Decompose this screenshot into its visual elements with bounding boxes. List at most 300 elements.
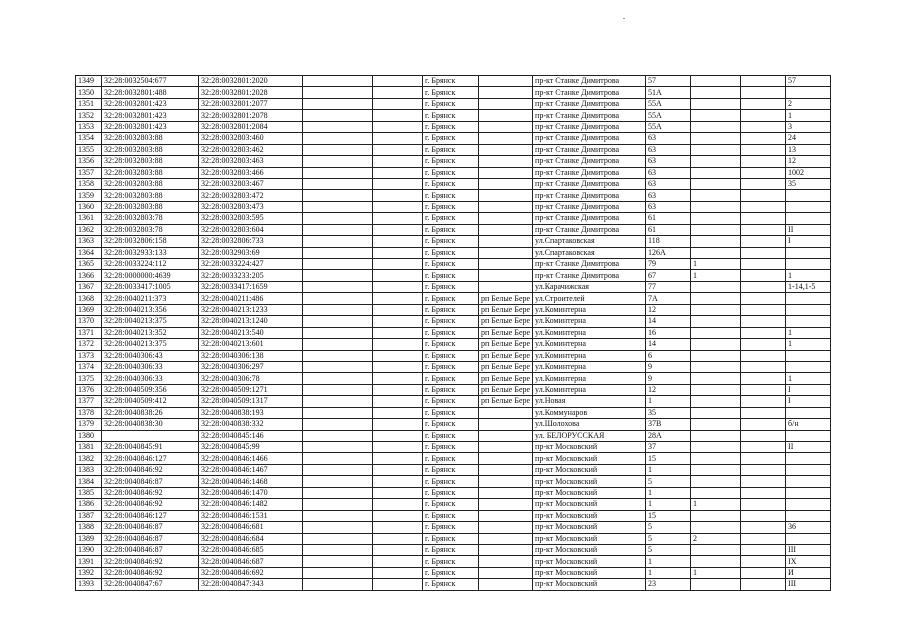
- cadastral-parent-cell: 32:28:0040846:87: [102, 476, 199, 487]
- cadastral-number-cell: 32:28:0032803:462: [199, 144, 303, 155]
- apartment-cell: I: [786, 384, 831, 395]
- apartment-cell: 36: [786, 522, 831, 533]
- cadastral-number-cell: 32:28:0040846:1466: [199, 453, 303, 464]
- street-cell: пр-кт Станке Димитрова: [533, 201, 646, 212]
- cadastral-parent-cell: 32:28:0040846:127: [102, 510, 199, 521]
- street-cell: ул.Коминтерна: [533, 361, 646, 372]
- street-cell: пр-кт Московский: [533, 476, 646, 487]
- settlement-cell: [479, 156, 533, 167]
- apartment-cell: IX: [786, 556, 831, 567]
- blank-cell: [303, 476, 373, 487]
- apartment-cell: [786, 350, 831, 361]
- blank-cell: [741, 510, 786, 521]
- cadastral-number-cell: 32:28:0040845:99: [199, 442, 303, 453]
- blank-cell: [741, 556, 786, 567]
- street-cell: ул.Коминтерна: [533, 384, 646, 395]
- row-number-cell: 1361: [76, 213, 102, 224]
- cadastral-number-cell: 32:28:0032801:2020: [199, 76, 303, 87]
- blank-cell: [373, 396, 423, 407]
- row-number-cell: 1364: [76, 247, 102, 258]
- cadastral-parent-cell: 32:28:0040847:67: [102, 579, 199, 590]
- blank-cell: [373, 110, 423, 121]
- row-number-cell: 1388: [76, 522, 102, 533]
- cadastral-number-cell: 32:28:0040306:78: [199, 373, 303, 384]
- settlement-cell: [479, 567, 533, 578]
- table-body: [76, 76, 831, 591]
- city-cell: г. Брянск: [423, 87, 479, 98]
- cadastral-parent-cell: 32:28:0033224:112: [102, 259, 199, 270]
- settlement-cell: рп Белые Бере: [479, 327, 533, 338]
- settlement-cell: рп Белые Бере: [479, 350, 533, 361]
- cadastral-parent-cell: 32:28:0040846:92: [102, 464, 199, 475]
- building-cell: [691, 407, 741, 418]
- building-cell: 1: [691, 567, 741, 578]
- city-cell: г. Брянск: [423, 304, 479, 315]
- blank-cell: [741, 98, 786, 109]
- city-cell: г. Брянск: [423, 110, 479, 121]
- blank-cell: [303, 259, 373, 270]
- city-cell: г. Брянск: [423, 476, 479, 487]
- cadastral-number-cell: 32:28:0033224:427: [199, 259, 303, 270]
- house-cell: 63: [646, 167, 691, 178]
- blank-cell: [303, 361, 373, 372]
- blank-cell: [303, 533, 373, 544]
- apartment-cell: 1: [786, 339, 831, 350]
- settlement-cell: [479, 133, 533, 144]
- blank-cell: [303, 190, 373, 201]
- blank-cell: [741, 167, 786, 178]
- cadastral-number-cell: 32:28:0040846:684: [199, 533, 303, 544]
- cadastral-number-cell: 32:28:0032803:473: [199, 201, 303, 212]
- settlement-cell: рп Белые Бере: [479, 339, 533, 350]
- apartment-cell: II: [786, 442, 831, 453]
- row-number-cell: 1365: [76, 259, 102, 270]
- blank-cell: [373, 178, 423, 189]
- row-number-cell: 1366: [76, 270, 102, 281]
- blank-cell: [303, 110, 373, 121]
- building-cell: 2: [691, 533, 741, 544]
- apartment-cell: [786, 213, 831, 224]
- street-cell: пр-кт Московский: [533, 453, 646, 464]
- cadastral-number-cell: 32:28:0032801:2078: [199, 110, 303, 121]
- street-cell: ул.Коминтерна: [533, 316, 646, 327]
- settlement-cell: [479, 510, 533, 521]
- blank-cell: [303, 247, 373, 258]
- cadastral-number-cell: 32:28:0040846:1531: [199, 510, 303, 521]
- table-row: [76, 464, 831, 475]
- settlement-cell: рп Белые Бере: [479, 304, 533, 315]
- blank-cell: [373, 544, 423, 555]
- cadastral-parent-cell: 32:28:0040846:92: [102, 487, 199, 498]
- street-cell: пр-кт Московский: [533, 533, 646, 544]
- table-row: [76, 327, 831, 338]
- apartment-cell: [786, 304, 831, 315]
- blank-cell: [373, 236, 423, 247]
- building-cell: 1: [691, 499, 741, 510]
- house-cell: 126А: [646, 247, 691, 258]
- row-number-cell: 1350: [76, 87, 102, 98]
- row-number-cell: 1359: [76, 190, 102, 201]
- blank-cell: [741, 407, 786, 418]
- city-cell: г. Брянск: [423, 259, 479, 270]
- blank-cell: [303, 76, 373, 87]
- building-cell: [691, 110, 741, 121]
- cadastral-parent-cell: 32:28:0000000:4639: [102, 270, 199, 281]
- row-number-cell: 1382: [76, 453, 102, 464]
- cadastral-number-cell: 32:28:0032803:460: [199, 133, 303, 144]
- house-cell: 5: [646, 522, 691, 533]
- table-row: [76, 87, 831, 98]
- property-table: [75, 75, 831, 591]
- row-number-cell: 1379: [76, 419, 102, 430]
- row-number-cell: 1358: [76, 178, 102, 189]
- apartment-cell: [786, 293, 831, 304]
- street-cell: пр-кт Московский: [533, 442, 646, 453]
- blank-cell: [303, 464, 373, 475]
- blank-cell: [373, 167, 423, 178]
- building-cell: [691, 190, 741, 201]
- blank-cell: [373, 384, 423, 395]
- cadastral-number-cell: 32:28:0032801:2077: [199, 98, 303, 109]
- settlement-cell: [479, 190, 533, 201]
- blank-cell: [741, 304, 786, 315]
- settlement-cell: [479, 76, 533, 87]
- house-cell: 14: [646, 316, 691, 327]
- blank-cell: [373, 350, 423, 361]
- blank-cell: [303, 178, 373, 189]
- cadastral-number-cell: 32:28:0040846:692: [199, 567, 303, 578]
- cadastral-number-cell: 32:28:0040213:1240: [199, 316, 303, 327]
- street-cell: ул.Спартаковская: [533, 247, 646, 258]
- house-cell: 63: [646, 201, 691, 212]
- city-cell: г. Брянск: [423, 522, 479, 533]
- building-cell: [691, 476, 741, 487]
- row-number-cell: 1375: [76, 373, 102, 384]
- blank-cell: [303, 510, 373, 521]
- street-cell: ул.Коминтерна: [533, 327, 646, 338]
- house-cell: 37: [646, 442, 691, 453]
- settlement-cell: [479, 464, 533, 475]
- cadastral-number-cell: 32:28:0040509:1271: [199, 384, 303, 395]
- blank-cell: [741, 327, 786, 338]
- house-cell: 63: [646, 190, 691, 201]
- cadastral-parent-cell: 32:28:0032803:88: [102, 133, 199, 144]
- blank-cell: [741, 259, 786, 270]
- blank-cell: [303, 430, 373, 441]
- street-cell: ул. БЕЛОРУССКАЯ: [533, 430, 646, 441]
- cadastral-number-cell: 32:28:0040211:486: [199, 293, 303, 304]
- blank-cell: [303, 396, 373, 407]
- house-cell: 9: [646, 373, 691, 384]
- blank-cell: [303, 373, 373, 384]
- table-row: [76, 270, 831, 281]
- row-number-cell: 1363: [76, 236, 102, 247]
- blank-cell: [303, 236, 373, 247]
- cadastral-parent-cell: 32:28:0032803:88: [102, 190, 199, 201]
- house-cell: 55А: [646, 98, 691, 109]
- cadastral-parent-cell: 32:28:0040846:87: [102, 522, 199, 533]
- blank-cell: [741, 579, 786, 590]
- city-cell: г. Брянск: [423, 281, 479, 292]
- city-cell: г. Брянск: [423, 190, 479, 201]
- street-cell: пр-кт Московский: [533, 556, 646, 567]
- settlement-cell: рп Белые Бере: [479, 316, 533, 327]
- row-number-cell: 1355: [76, 144, 102, 155]
- cadastral-number-cell: 32:28:0040846:1467: [199, 464, 303, 475]
- building-cell: [691, 510, 741, 521]
- blank-cell: [741, 464, 786, 475]
- cadastral-number-cell: 32:28:0040213:540: [199, 327, 303, 338]
- street-cell: ул.Карачижская: [533, 281, 646, 292]
- blank-cell: [741, 373, 786, 384]
- table-row: [76, 190, 831, 201]
- cadastral-parent-cell: 32:28:0032803:88: [102, 144, 199, 155]
- settlement-cell: рп Белые Бере: [479, 361, 533, 372]
- blank-cell: [373, 499, 423, 510]
- city-cell: г. Брянск: [423, 316, 479, 327]
- row-number-cell: 1352: [76, 110, 102, 121]
- apartment-cell: [786, 316, 831, 327]
- building-cell: [691, 430, 741, 441]
- street-cell: пр-кт Московский: [533, 579, 646, 590]
- table-row: [76, 510, 831, 521]
- house-cell: 61: [646, 213, 691, 224]
- table-row: [76, 213, 831, 224]
- city-cell: г. Брянск: [423, 270, 479, 281]
- row-number-cell: 1386: [76, 499, 102, 510]
- cadastral-number-cell: 32:28:0040846:681: [199, 522, 303, 533]
- house-cell: 1: [646, 556, 691, 567]
- blank-cell: [741, 281, 786, 292]
- street-cell: ул.Коминтерна: [533, 304, 646, 315]
- cadastral-number-cell: 32:28:0032903:69: [199, 247, 303, 258]
- cadastral-parent-cell: [102, 430, 199, 441]
- apartment-cell: III: [786, 579, 831, 590]
- blank-cell: [303, 453, 373, 464]
- house-cell: 63: [646, 156, 691, 167]
- street-cell: ул.Шолохова: [533, 419, 646, 430]
- house-cell: 16: [646, 327, 691, 338]
- blank-cell: [373, 270, 423, 281]
- apartment-cell: I: [786, 396, 831, 407]
- table-row: [76, 522, 831, 533]
- house-cell: 1: [646, 396, 691, 407]
- settlement-cell: [479, 259, 533, 270]
- table-row: [76, 373, 831, 384]
- apartment-cell: III: [786, 544, 831, 555]
- apartment-cell: [786, 464, 831, 475]
- city-cell: г. Брянск: [423, 339, 479, 350]
- cadastral-parent-cell: 32:28:0040213:375: [102, 339, 199, 350]
- building-cell: [691, 293, 741, 304]
- table-row: [76, 350, 831, 361]
- building-cell: [691, 167, 741, 178]
- blank-cell: [373, 453, 423, 464]
- cadastral-number-cell: 32:28:0032803:595: [199, 213, 303, 224]
- building-cell: [691, 442, 741, 453]
- cadastral-number-cell: 32:28:0040847:343: [199, 579, 303, 590]
- building-cell: [691, 156, 741, 167]
- blank-cell: [741, 293, 786, 304]
- blank-cell: [373, 316, 423, 327]
- apartment-cell: 3: [786, 121, 831, 132]
- settlement-cell: рп Белые Бере: [479, 396, 533, 407]
- street-cell: пр-кт Станке Димитрова: [533, 87, 646, 98]
- blank-cell: [741, 487, 786, 498]
- cadastral-number-cell: 32:28:0032803:463: [199, 156, 303, 167]
- blank-cell: [741, 144, 786, 155]
- cadastral-parent-cell: 32:28:0032801:423: [102, 110, 199, 121]
- row-number-cell: 1380: [76, 430, 102, 441]
- city-cell: г. Брянск: [423, 236, 479, 247]
- street-cell: пр-кт Станке Димитрова: [533, 121, 646, 132]
- cadastral-number-cell: 32:28:0040838:332: [199, 419, 303, 430]
- building-cell: [691, 236, 741, 247]
- table-row: [76, 201, 831, 212]
- cadastral-parent-cell: 32:28:0040846:87: [102, 544, 199, 555]
- blank-cell: [373, 304, 423, 315]
- cadastral-parent-cell: 32:28:0032933:133: [102, 247, 199, 258]
- building-cell: [691, 361, 741, 372]
- building-cell: 1: [691, 270, 741, 281]
- cadastral-number-cell: 32:28:0040846:1468: [199, 476, 303, 487]
- apartment-cell: [786, 499, 831, 510]
- cadastral-parent-cell: 32:28:0040306:43: [102, 350, 199, 361]
- blank-cell: [741, 419, 786, 430]
- apartment-cell: 2: [786, 98, 831, 109]
- blank-cell: [373, 522, 423, 533]
- settlement-cell: [479, 110, 533, 121]
- blank-cell: [303, 442, 373, 453]
- building-cell: [691, 556, 741, 567]
- building-cell: [691, 579, 741, 590]
- city-cell: г. Брянск: [423, 121, 479, 132]
- row-number-cell: 1353: [76, 121, 102, 132]
- building-cell: [691, 327, 741, 338]
- house-cell: 5: [646, 544, 691, 555]
- city-cell: г. Брянск: [423, 293, 479, 304]
- blank-cell: [303, 201, 373, 212]
- settlement-cell: [479, 201, 533, 212]
- city-cell: г. Брянск: [423, 407, 479, 418]
- blank-cell: [741, 156, 786, 167]
- city-cell: г. Брянск: [423, 499, 479, 510]
- city-cell: г. Брянск: [423, 224, 479, 235]
- cadastral-number-cell: 32:28:0040306:297: [199, 361, 303, 372]
- blank-cell: [741, 224, 786, 235]
- table-row: [76, 579, 831, 590]
- building-cell: [691, 544, 741, 555]
- blank-cell: [741, 87, 786, 98]
- house-cell: 28А: [646, 430, 691, 441]
- settlement-cell: [479, 121, 533, 132]
- blank-cell: [303, 522, 373, 533]
- street-cell: пр-кт Московский: [533, 510, 646, 521]
- cadastral-number-cell: 32:28:0040846:1470: [199, 487, 303, 498]
- row-number-cell: 1378: [76, 407, 102, 418]
- street-cell: пр-кт Станке Димитрова: [533, 178, 646, 189]
- blank-cell: [741, 522, 786, 533]
- settlement-cell: [479, 281, 533, 292]
- blank-cell: [741, 178, 786, 189]
- blank-cell: [303, 224, 373, 235]
- table-row: [76, 98, 831, 109]
- table-row: [76, 304, 831, 315]
- apartment-cell: [786, 487, 831, 498]
- city-cell: г. Брянск: [423, 373, 479, 384]
- blank-cell: [373, 281, 423, 292]
- city-cell: г. Брянск: [423, 350, 479, 361]
- house-cell: 79: [646, 259, 691, 270]
- cadastral-number-cell: 32:28:0032803:466: [199, 167, 303, 178]
- blank-cell: [373, 121, 423, 132]
- city-cell: г. Брянск: [423, 533, 479, 544]
- house-cell: 63: [646, 144, 691, 155]
- blank-cell: [373, 133, 423, 144]
- blank-cell: [303, 327, 373, 338]
- blank-cell: [303, 339, 373, 350]
- settlement-cell: [479, 270, 533, 281]
- cadastral-number-cell: 32:28:0040846:685: [199, 544, 303, 555]
- building-cell: [691, 396, 741, 407]
- city-cell: г. Брянск: [423, 133, 479, 144]
- house-cell: 5: [646, 533, 691, 544]
- building-cell: [691, 76, 741, 87]
- city-cell: г. Брянск: [423, 247, 479, 258]
- blank-cell: [741, 110, 786, 121]
- house-cell: 77: [646, 281, 691, 292]
- table-row: [76, 407, 831, 418]
- blank-cell: [373, 510, 423, 521]
- house-cell: 1: [646, 487, 691, 498]
- building-cell: [691, 247, 741, 258]
- blank-cell: [373, 533, 423, 544]
- cadastral-parent-cell: 32:28:0040846:127: [102, 453, 199, 464]
- cadastral-number-cell: 32:28:0040509:1317: [199, 396, 303, 407]
- cadastral-number-cell: 32:28:0040213:1233: [199, 304, 303, 315]
- table-row: [76, 224, 831, 235]
- street-cell: ул.Коммунаров: [533, 407, 646, 418]
- table-row: [76, 121, 831, 132]
- table-row: [76, 430, 831, 441]
- building-cell: [691, 487, 741, 498]
- street-cell: пр-кт Московский: [533, 487, 646, 498]
- city-cell: г. Брянск: [423, 361, 479, 372]
- blank-cell: [373, 327, 423, 338]
- row-number-cell: 1387: [76, 510, 102, 521]
- apartment-cell: 12: [786, 156, 831, 167]
- settlement-cell: [479, 579, 533, 590]
- row-number-cell: 1354: [76, 133, 102, 144]
- blank-cell: [303, 350, 373, 361]
- row-number-cell: 1392: [76, 567, 102, 578]
- apartment-cell: 1: [786, 327, 831, 338]
- building-cell: [691, 87, 741, 98]
- house-cell: 35: [646, 407, 691, 418]
- cadastral-parent-cell: 32:28:0040846:92: [102, 556, 199, 567]
- building-cell: [691, 224, 741, 235]
- blank-cell: [741, 213, 786, 224]
- settlement-cell: [479, 453, 533, 464]
- house-cell: 63: [646, 178, 691, 189]
- row-number-cell: 1367: [76, 281, 102, 292]
- row-number-cell: 1360: [76, 201, 102, 212]
- building-cell: [691, 304, 741, 315]
- table-row: [76, 76, 831, 87]
- building-cell: [691, 316, 741, 327]
- blank-cell: [303, 213, 373, 224]
- table-row: [76, 281, 831, 292]
